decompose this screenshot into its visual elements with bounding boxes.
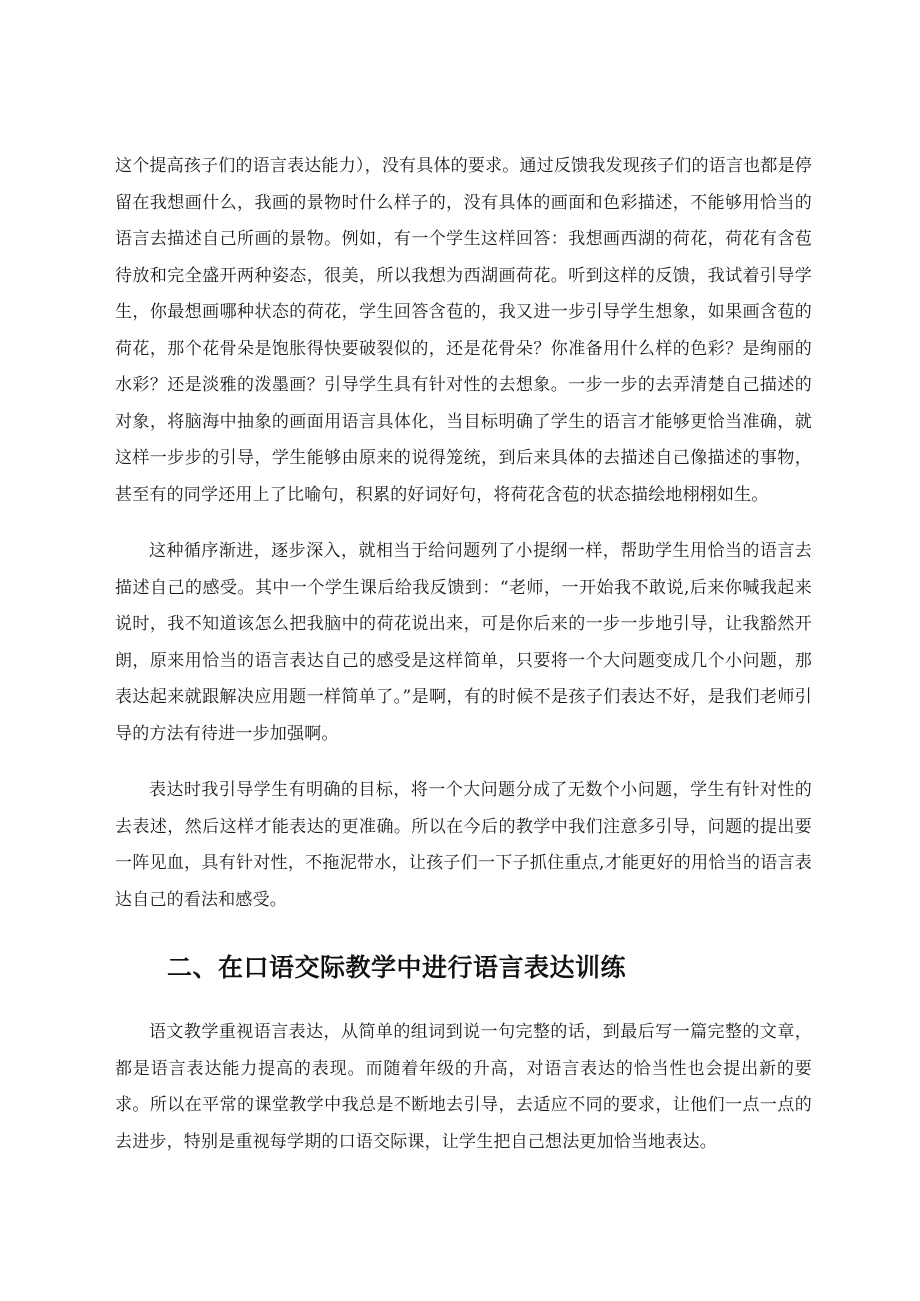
body-paragraph: 这种循序渐进，逐步深入，就相当于给问题列了小提纲一样，帮助学生用恰当的语言去描述自己的感受。其中一个学生课后给我反馈到：“老师，一开始我不敢说,后来你喊我起来说时，我不知道该怎么把我脑中的荷花说出来，可是你后来的一步一步地引导，让我豁然开朗，原来用恰当的语言表达自己的感受是这样简单，只要将一个大问题变成几个小问题，那表达起来就跟解决应用题一样简单了。”是啊，有的时候不是孩子们表达不好，是我们老师引导的方法有待进一步加强啊。 <box>115 541 812 744</box>
body-paragraph: 语文教学重视语言表达，从简单的组词到说一句完整的话，到最后写一篇完整的文章，都是语言表达能力提高的表现。而随着年级的升高，对语言表达的恰当性也会提出新的要求。所以在平常的课堂教学中我总是不断地去引导，去适应不同的要求，让他们一点一点的去进步，特别是重视每学期的口语交际课，让学生把自己想法更加恰当地表达。 <box>115 1022 812 1152</box>
body-paragraph: 表达时我引导学生有明确的目标，将一个大问题分成了无数个小问题，学生有针对性的去表述，然后这样才能表达的更准确。所以在今后的教学中我们注意多引导，问题的提出要一阵见血，具有针对性，不拖泥带水，让孩子们一下子抓住重点,才能更好的用恰当的语言表达自己的看法和感受。 <box>115 780 812 910</box>
heading-spacer <box>115 918 812 948</box>
heading-spacer <box>115 988 812 1014</box>
paragraph-spacer <box>115 513 812 533</box>
section-heading: 二、在口语交际教学中进行语言表达训练 <box>167 953 627 982</box>
paragraph-spacer <box>115 752 812 772</box>
body-paragraph: 这个提高孩子们的语言表达能力），没有具体的要求。通过反馈我发现孩子们的语言也都是停留在我想画什么，我画的景物时什么样子的，没有具体的画面和色彩描述，不能够用恰当的语言去描述自己所画的景物。例如，有一个学生这样回答：我想画西湖的荷花，荷花有含苞待放和完全盛开两种姿态，很美，所以我想为西湖画荷花。听到这样的反馈，我试着引导学生，你最想画哪种状态的荷花，学生回答含苞的，我又进一步引导学生想象，如果画含苞的荷花，那个花骨朵是饱胀得快要破裂似的，还是花骨朵？你准备用什么样的色彩？是绚丽的水彩？还是淡雅的泼墨画？引导学生具有针对性的去想象。一步一步的去弄清楚自己描述的对象，将脑海中抽象的画面用语言具体化，当目标明确了学生的语言才能够更恰当准确，就这样一步步的引导，学生能够由原来的说得笼统，到后来具体的去描述自己像描述的事物，甚至有的同学还用上了比喻句，积累的好词好句，将荷花含苞的状态描绘地栩栩如生。 <box>115 156 812 505</box>
document-page <box>115 148 812 1160</box>
